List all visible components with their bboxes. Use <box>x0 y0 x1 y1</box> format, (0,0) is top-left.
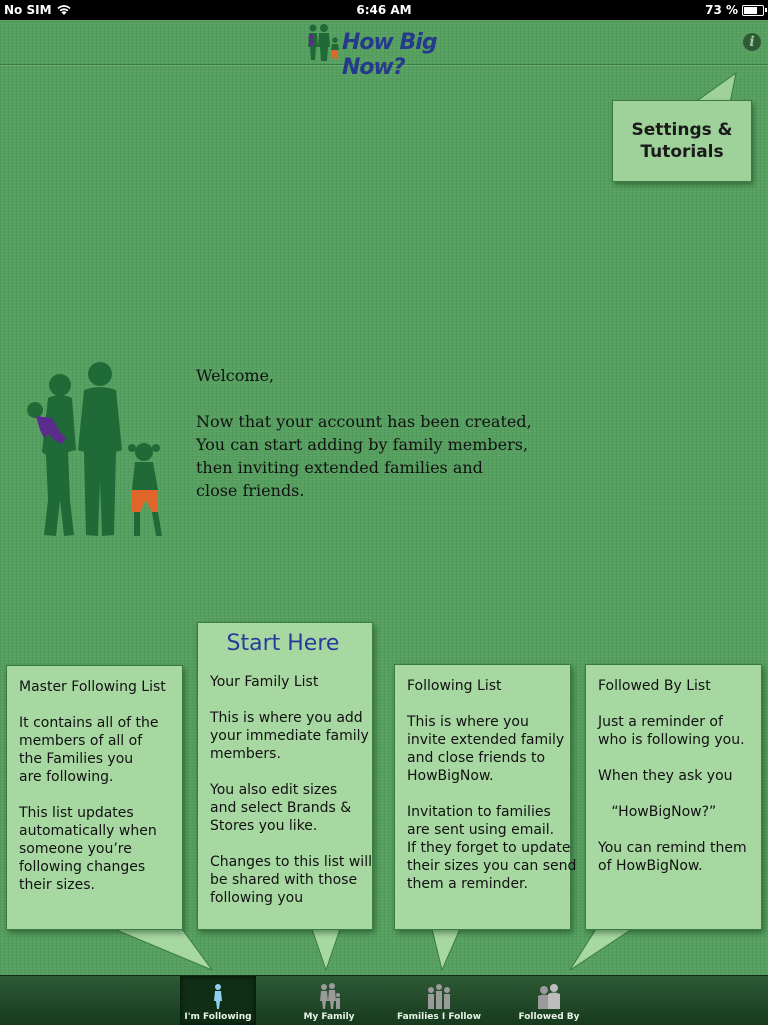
card-line: their sizes you can send <box>407 858 577 874</box>
card-line: be shared with those <box>210 872 358 888</box>
card-your-family-list[interactable] <box>197 622 373 930</box>
tab-im-following[interactable] <box>180 976 256 1025</box>
battery-tip <box>765 8 767 12</box>
tab-label: Families I Follow <box>396 1012 482 1022</box>
card-line <box>598 821 751 839</box>
card-line: and close friends to <box>407 750 546 766</box>
carrier-label: No SIM <box>4 3 52 17</box>
card-line <box>19 786 172 804</box>
card-line: them a reminder. <box>407 876 528 892</box>
card-line: “HowBigNow?” <box>598 804 717 820</box>
family-logo-icon <box>306 22 342 62</box>
person-icon <box>180 982 256 1010</box>
card-line: Just a reminder of <box>598 714 723 730</box>
settings-label-line2: Tutorials <box>640 142 724 162</box>
welcome-greeting: Welcome, <box>196 366 275 385</box>
card-line: You can remind them <box>598 840 747 856</box>
welcome-message <box>196 364 556 502</box>
card-line: of HowBigNow. <box>598 858 703 874</box>
app-logo <box>306 22 466 80</box>
tab-families-i-follow[interactable] <box>396 976 482 1025</box>
followers-icon <box>511 982 587 1010</box>
card-line: HowBigNow. <box>407 768 494 784</box>
card-followed-by-list[interactable] <box>585 664 762 930</box>
card-line <box>598 785 751 803</box>
card-line: It contains all of the <box>19 715 159 731</box>
family-silhouette-icon <box>22 360 172 545</box>
tab-label: I'm Following <box>184 1012 252 1022</box>
card-line: someone you’re <box>19 841 132 857</box>
card-tail-family <box>308 928 348 972</box>
card-line: following you <box>210 890 304 906</box>
tab-followed-by[interactable] <box>511 976 587 1025</box>
card-line: are sent using email. <box>407 822 555 838</box>
status-bar <box>0 0 768 20</box>
card-line: Invitation to families <box>407 804 551 820</box>
card-line <box>210 763 362 781</box>
welcome-line: close friends. <box>196 481 305 500</box>
family-icon <box>291 982 367 1010</box>
card-line: and select Brands & <box>210 800 352 816</box>
settings-label-line1: Settings & <box>631 120 733 140</box>
card-line: This is where you <box>407 714 529 730</box>
welcome-line: You can start adding by family members, <box>196 435 529 454</box>
welcome-line: Now that your account has been created, <box>196 412 532 431</box>
clock: 6:46 AM <box>356 3 412 17</box>
card-title: Following List <box>407 678 502 694</box>
card-line: members of all of <box>19 733 143 749</box>
card-line: following changes <box>19 859 146 875</box>
info-icon[interactable]: i <box>743 33 761 51</box>
card-line <box>210 835 362 853</box>
card-line: are following. <box>19 769 114 785</box>
card-title: Followed By List <box>598 678 711 694</box>
app-title: How Big Now? <box>342 30 437 80</box>
card-line: This list updates <box>19 805 134 821</box>
card-line: the Families you <box>19 751 134 767</box>
battery-icon <box>742 5 764 16</box>
families-icon <box>401 982 477 1010</box>
main-canvas <box>0 20 768 975</box>
nav-bar <box>0 20 768 80</box>
card-line: their sizes. <box>19 877 95 893</box>
tab-bar <box>0 975 768 1025</box>
card-line: Stores you like. <box>210 818 318 834</box>
card-line: You also edit sizes <box>210 782 338 798</box>
card-line: your immediate family <box>210 728 369 744</box>
settings-callout-tail <box>690 70 740 104</box>
card-line <box>598 749 751 767</box>
card-line: Changes to this list will <box>210 854 372 870</box>
card-title: Master Following List <box>19 679 166 695</box>
card-line: This is where you add <box>210 710 363 726</box>
card-line: invite extended family <box>407 732 565 748</box>
card-tail-followed-by <box>566 928 636 972</box>
card-line <box>407 785 560 803</box>
card-master-following-list[interactable] <box>6 665 183 930</box>
card-line: members. <box>210 746 281 762</box>
tab-label: Followed By <box>518 1012 580 1022</box>
card-following-list[interactable] <box>394 664 577 930</box>
card-tail-master <box>112 928 222 972</box>
battery-percent: 73 % <box>705 3 738 17</box>
card-title: Your Family List <box>210 674 319 690</box>
card-line: If they forget to update <box>407 840 571 856</box>
tab-my-family[interactable] <box>291 976 367 1025</box>
welcome-line: then inviting extended families and <box>196 458 483 477</box>
card-line: who is following you. <box>598 732 745 748</box>
settings-tutorials-button[interactable] <box>612 100 752 182</box>
tab-label: My Family <box>303 1012 355 1022</box>
card-line: When they ask you <box>598 768 733 784</box>
card-tail-following <box>428 928 468 972</box>
start-here-label: Start Here <box>226 631 340 656</box>
card-line: automatically when <box>19 823 157 839</box>
